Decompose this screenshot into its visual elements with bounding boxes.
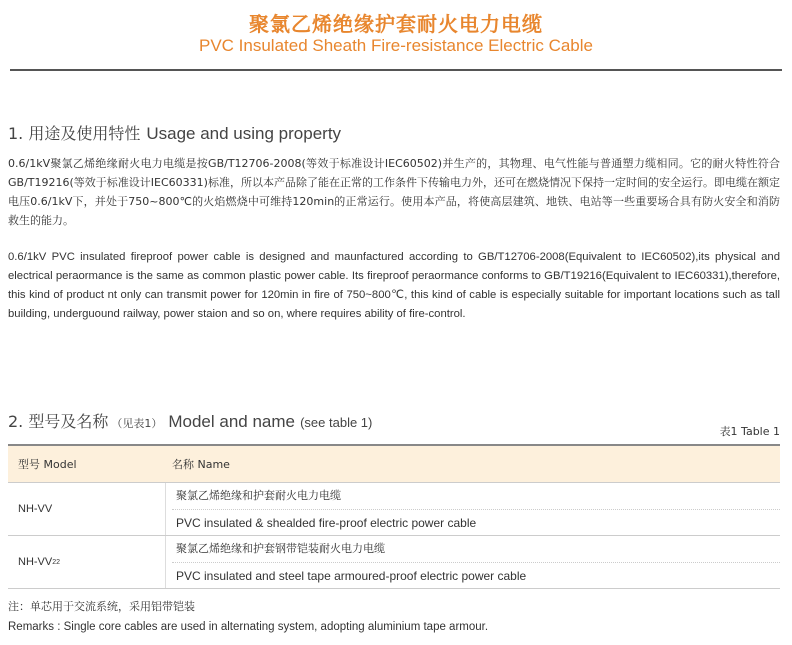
section-1-title-en: Usage and using property [146, 124, 342, 143]
remark-en: Remarks : Single core cables are used in alternating system, adopting aluminium tape armour. [8, 621, 489, 633]
section-1-paragraph-en: 0.6/1kV PVC insulated fireproof power cable is designed and maunfactured according to GB/T12706-2008(Equivalent to IEC60502),its physical and electrical peraormance is the same as common plastic power cable. Its fireproof peraormance conforms to GB/T19216(Equivalent to IEC60331),therefore, this kind of product nt only can transmit power for 120min in fire of 750~800℃, this kind of cable is especially suitable for important locations such as tall building, underguound railway, power staion and so on, where requires ability of fire-control. [8, 251, 780, 320]
name-en: PVC insulated & shealded fire-proof electric power cable [172, 509, 780, 535]
table-row [8, 483, 780, 536]
table-header-name: 名称 Name [172, 458, 230, 471]
section-2-title-cn: 2. 型号及名称 [8, 412, 109, 431]
name-cell [166, 483, 780, 535]
name-cell [166, 536, 780, 588]
model-code-subscript: 22 [52, 558, 61, 566]
section-2-title-cn-note: （见表1） [111, 417, 163, 430]
name-en: PVC insulated and steel tape armoured-proof electric power cable [172, 562, 780, 588]
section-2-title-en-note: (see table 1) [300, 415, 373, 430]
table-header-row [8, 446, 780, 483]
title-divider [10, 69, 782, 71]
section-2-heading [8, 409, 372, 432]
table-header-model: 型号 Model [18, 458, 77, 471]
table-caption: 表1 Table 1 [719, 425, 780, 438]
model-code: NH-VV [18, 556, 53, 568]
section-1-heading [8, 121, 341, 144]
model-code: NH-VV [18, 503, 53, 515]
model-cell [8, 483, 166, 535]
table-row [8, 536, 780, 589]
name-cn: 聚氯乙烯绝缘和护套耐火电力电缆 [176, 489, 341, 502]
section-2-title-en: Model and name [168, 412, 295, 431]
page-title-cn: 聚氯乙烯绝缘护套耐火电力电缆 [249, 12, 543, 36]
section-1-paragraph-cn: 0.6/1kV聚氯乙烯绝缘耐火电力电缆是按GB/T12706-2008(等效于标准设计IEC60502)并生产的，其物理、电气性能与普通塑力缆相同。它的耐火特性符合GB/T19216(等效于标准设计IEC60331)标准，所以本产品除了能在正常的工作条件下传输电力外，还可在燃烧情况下保持一定时间的安全运行。即电缆在额定电压0.6/1kV下，并处于750~800℃的火焰燃烧中可维持120min的正常运行。使用本产品，将使高层建筑、地铁、电站等一些重要场合具有防火安全和消防救生的能力。 [8, 157, 780, 227]
section-1-title-cn: 1. 用途及使用特性 [8, 124, 141, 143]
name-cn: 聚氯乙烯绝缘和护套钢带铠装耐火电力电缆 [176, 542, 385, 555]
remark-cn: 注：单芯用于交流系统，采用铝带铠装 [8, 600, 195, 613]
page-title-en: PVC Insulated Sheath Fire-resistance Electric Cable [198, 36, 593, 55]
model-cell [8, 536, 166, 588]
model-table [8, 444, 780, 589]
